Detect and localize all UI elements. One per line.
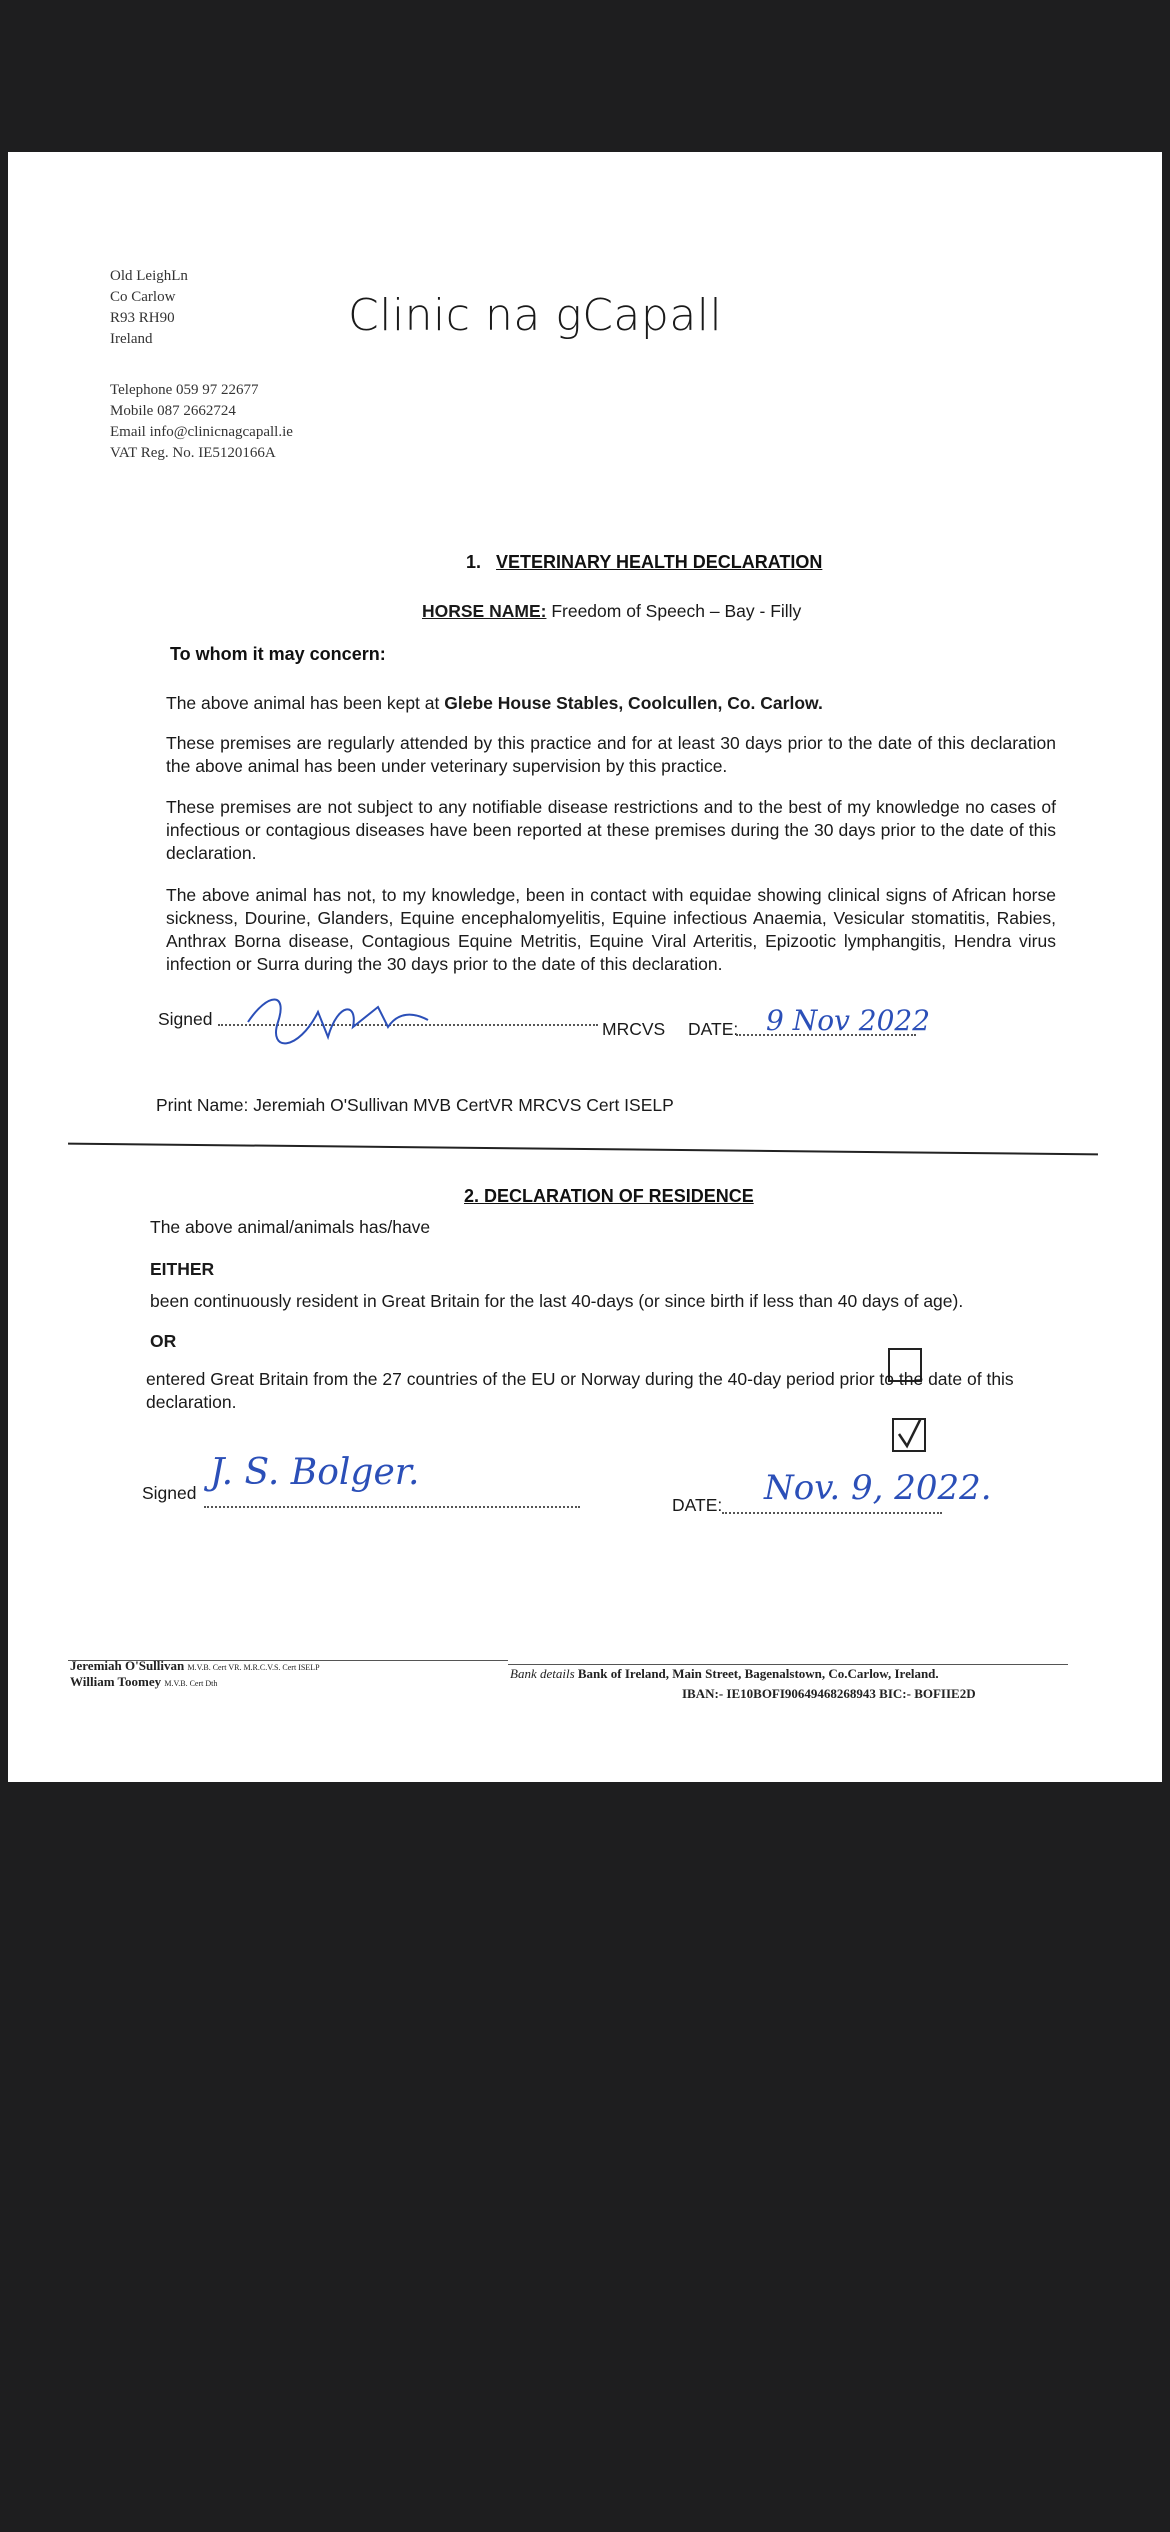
date-line-2 (722, 1512, 942, 1514)
address-line: Old LeighLn (110, 268, 188, 284)
bank-label: Bank details (510, 1666, 575, 1681)
footer-vet-2 (70, 1674, 217, 1690)
salutation: To whom it may concern: (170, 644, 386, 664)
contact-line: Mobile 087 2662724 (110, 403, 236, 419)
clinic-logo: Clinic na gCapall (348, 290, 723, 341)
section1-heading (466, 552, 822, 573)
section1-number: 1. (466, 552, 482, 572)
signature-line-2 (204, 1506, 580, 1508)
handwritten-date-2: Nov. 9, 2022. (764, 1468, 992, 1508)
vet1-name: Jeremiah O'Sullivan (70, 1658, 185, 1673)
footer-vet-1 (70, 1658, 320, 1674)
vet2-quals: M.V.B. Cert Dth (164, 1679, 218, 1688)
section2-number: 2. (464, 1186, 480, 1206)
contact-line: Telephone 059 97 22677 (110, 382, 259, 398)
print-name: Print Name: Jeremiah O'Sullivan MVB CertVR MRCVS Cert ISELP (156, 1095, 674, 1115)
vet1-quals: M.V.B. Cert VR. M.R.C.V.S. Cert ISELP (187, 1663, 320, 1672)
section2-heading (464, 1186, 754, 1207)
footer-iban: IBAN:- IE10BOFI90649468268943 BIC:- BOFIIE2D (682, 1686, 976, 1701)
bank-details: Bank of Ireland, Main Street, Bagenalstown, Co.Carlow, Ireland. (577, 1666, 939, 1681)
stable-name: Glebe House Stables, Coolcullen, Co. Carlow. (444, 693, 823, 713)
paragraph-restrictions: These premises are not subject to any notifiable disease restrictions and to the best of my knowledge no cases of infectious or contagious diseases have been reported at these premises during the 30 days prior to the date of this declaration. (166, 797, 1056, 863)
checkmark-icon (894, 1420, 924, 1450)
signed-label-1: Signed (158, 1009, 213, 1029)
paragraph-disease-contact: The above animal has not, to my knowledge, been in contact with equidae showing clinical signs of African horse sickness, Dourine, Glanders, Equine encephalomyelitis, Equine infectious Anaemia, Vesicular stomatitis, Rabies, Anthrax Borna disease, Contagious Equine Metritis, Equine Viral Arteritis, Epizootic lymphangitis, Hendra virus infection or Surra during the 30 days prior to the date of this declaration. (166, 885, 1056, 974)
address-line: Ireland (110, 331, 153, 347)
owner-signature: J. S. Bolger. (210, 1452, 420, 1493)
vet-signature-scribble (238, 982, 438, 1052)
section-divider (68, 1143, 1098, 1156)
clinic-address (110, 266, 188, 350)
footer-rule-right (508, 1664, 1068, 1665)
or-label: OR (150, 1331, 177, 1351)
option2-text: entered Great Britain from the 27 countries of the EU or Norway during the 40-day period prior to the date of this declaration. (146, 1369, 1014, 1412)
horse-name-value: Freedom of Speech – Bay - Filly (551, 601, 802, 621)
signed-label-2: Signed (142, 1483, 197, 1503)
residence-intro: The above animal/animals has/have (150, 1217, 431, 1237)
contact-line: VAT Reg. No. IE5120166A (110, 445, 276, 461)
option1-text: been continuously resident in Great Britain for the last 40-days (or since birth if less than 40 days of age). (150, 1291, 964, 1311)
paragraph-text: The above animal has been kept at (166, 693, 445, 713)
clinic-contacts (110, 380, 293, 464)
handwritten-date-1: 9 Nov 2022 (766, 1004, 931, 1037)
horse-name-label: HORSE NAME: (422, 601, 547, 621)
paragraph-kept-at (166, 692, 1056, 715)
either-label: EITHER (150, 1259, 215, 1279)
date-label-1: DATE: (688, 1019, 739, 1039)
option2-checkbox[interactable] (892, 1418, 926, 1452)
section1-title: VETERINARY HEALTH DECLARATION (496, 552, 823, 572)
footer-bank (510, 1666, 939, 1682)
vet2-name: William Toomey (70, 1674, 162, 1689)
section2-title: DECLARATION OF RESIDENCE (484, 1186, 754, 1206)
date-label-2: DATE: (672, 1495, 723, 1515)
paragraph-supervision: These premises are regularly attended by this practice and for at least 30 days prior to the date of this declaration the above animal has been under veterinary supervision by this practice. (166, 733, 1056, 776)
mrcvs-label: MRCVS (602, 1019, 666, 1039)
contact-line: Email info@clinicnagcapall.ie (110, 424, 293, 440)
horse-name-row (422, 600, 801, 623)
address-line: Co Carlow (110, 289, 176, 305)
address-line: R93 RH90 (110, 310, 175, 326)
scanned-document (8, 152, 1162, 1782)
